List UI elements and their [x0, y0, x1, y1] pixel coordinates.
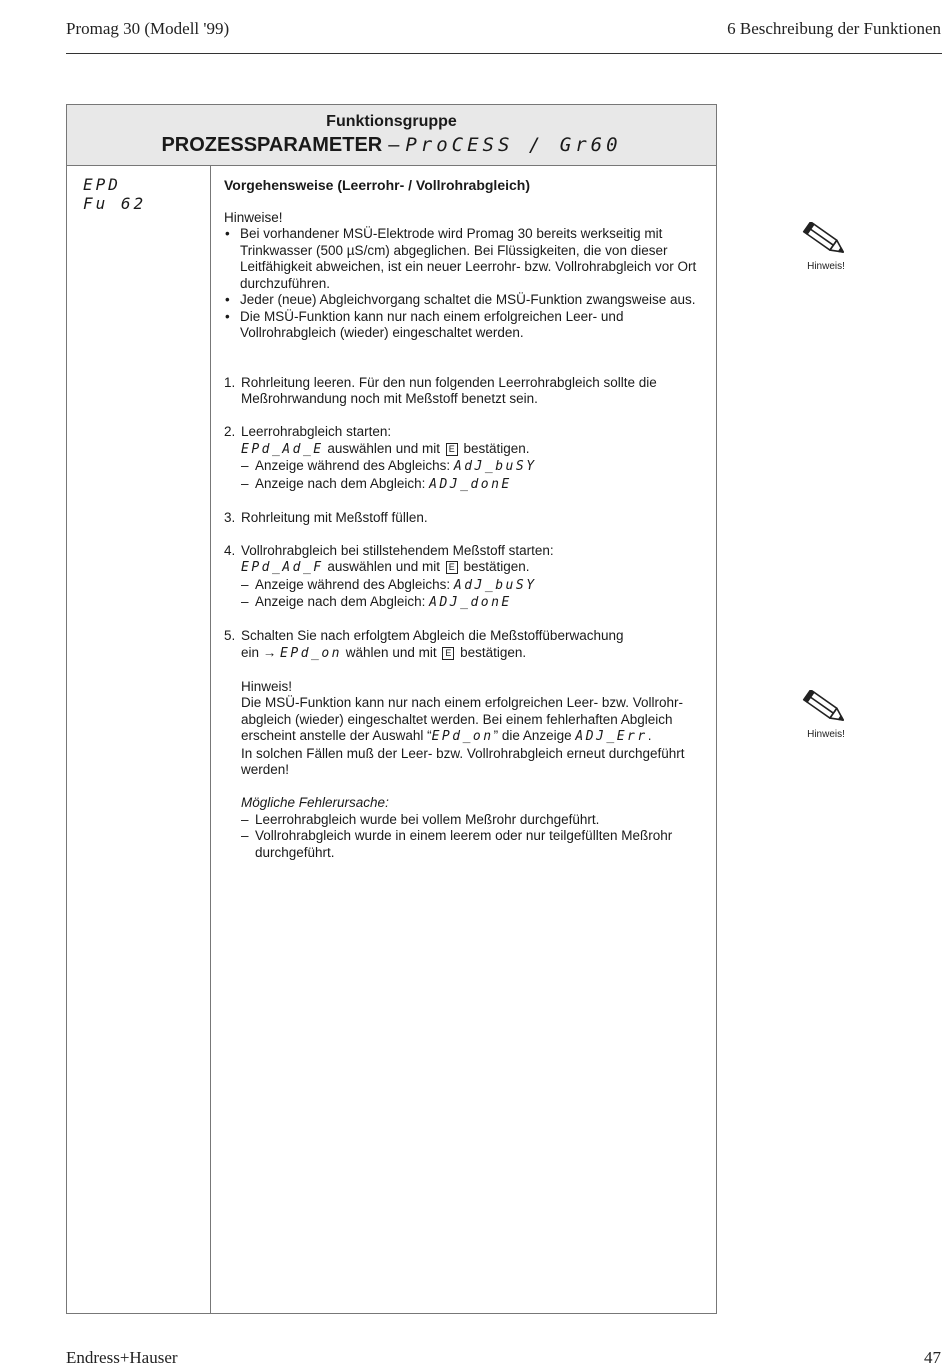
note-text: . [647, 728, 652, 743]
ein-text: ein [241, 644, 260, 660]
step-select-line [241, 559, 709, 577]
step-select-line [241, 645, 709, 663]
footer-company: Endress+Hauser [66, 1348, 178, 1367]
step-4 [224, 543, 709, 612]
after-text: Anzeige nach dem Abgleich: [255, 475, 426, 491]
step-text: Rohrleitung mit Meßstoff füllen. [241, 509, 428, 525]
hinweise-label: Hinweise! [224, 209, 283, 225]
step-text: Schalten Sie nach erfolgtem Abgleich die Meßstoffüberwachung [241, 628, 624, 643]
group-title: Funktionsgruppe [326, 113, 457, 130]
header-chapter: 6 Beschreibung der Funktionen [727, 19, 941, 38]
step-title: Vollrohrabgleich bei stillstehendem Meßstoff starten: [241, 542, 554, 558]
lcd-epd-on: EPd_on [431, 729, 494, 744]
display-during [241, 577, 709, 595]
function-number-lcd: Fu 62 [83, 194, 147, 213]
note-line: In solchen Fällen muß der Leer- bzw. Vollrohrabgleich erneut durchgeführt werden! [241, 745, 685, 777]
side-note-2 [791, 690, 861, 740]
header-doc-title: Promag 30 (Modell '99) [66, 19, 230, 38]
error-cause-item: – Vollrohrabgleich wurde in einem leerem oder nur teilgefüllten Meßrohr durchgeführt. [241, 828, 709, 861]
confirm-text: bestätigen. [463, 559, 530, 574]
display-after [241, 476, 709, 494]
step-1 [224, 375, 709, 408]
page-number: 47 [924, 1348, 941, 1367]
step-text: Rohrleitung leeren. Für den nun folgenden Leerrohrabgleich sollte die Meßrohrwandung noch mit Meßstoff benetzt sein. [241, 374, 657, 406]
lcd-selection: EPd_Ad_E [241, 441, 324, 457]
enter-key-icon: E [442, 647, 454, 660]
lcd-selection: EPd_Ad_F [241, 560, 324, 575]
during-text: Anzeige während des Abgleichs: [255, 458, 451, 473]
group-name-dash: – [388, 134, 400, 156]
step-number: 5. [224, 628, 236, 643]
function-table [66, 104, 717, 1314]
step-number: 1. [224, 374, 236, 390]
hinweis-bullet: • Bei vorhandener MSÜ-Elektrode wird Promag 30 bereits werkseitig mit Trinkwasser (500 µS/cm) abgeglichen. Bei Flüssigkeiten, die von dieser Leitfähigkeit abweichen, ist ein neuer Leerrohr- bzw. Vollrohrabgleich vor Ort durchzuführen. [224, 226, 709, 292]
note-text: ” die Anzeige [493, 728, 572, 743]
display-after [241, 594, 709, 612]
note-label: Hinweis! [241, 678, 293, 694]
after-text: Anzeige nach dem Abgleich: [255, 594, 426, 609]
select-text: auswählen und mit [327, 559, 440, 574]
pencil-icon [801, 690, 851, 726]
procedure-heading: Vorgehensweise (Leerrohr- / Vollrohrabgleich) [224, 177, 530, 193]
enter-key-icon: E [446, 561, 458, 574]
display-during [241, 458, 709, 476]
group-lcd-code: ProCESS / Gr60 [405, 134, 622, 156]
step-select-line [241, 441, 709, 459]
lcd-after: ADJ_donE [429, 476, 512, 492]
function-code-lcd: EPD [83, 175, 121, 194]
group-name-text: PROZESSPARAMETER [161, 134, 383, 156]
header-rule [66, 53, 942, 54]
lcd-adj-err: ADJ_Err [575, 729, 648, 744]
side-note-label: Hinweis! [807, 261, 845, 272]
step-5 [224, 628, 709, 861]
note-line [241, 728, 709, 746]
select-text: auswählen und mit [327, 440, 440, 456]
group-header [67, 105, 716, 166]
hinweis-bullet: • Die MSÜ-Funktion kann nur nach einem erfolgreichen Leer- und Vollrohrabgleich (wieder) eingeschaltet werden. [224, 309, 709, 342]
enter-key-icon: E [446, 443, 458, 456]
during-text: Anzeige während des Abgleichs: [255, 576, 451, 592]
pencil-icon [801, 222, 851, 258]
lcd-selection: EPd_on [280, 645, 343, 661]
note-text: erscheint anstelle der Auswahl “ [241, 728, 432, 743]
arrow-icon: → [262, 644, 277, 660]
note-line: abgleich (wieder) eingeschaltet werden. Bei einem fehlerhaften Abgleich [241, 711, 673, 727]
column-divider [210, 165, 211, 1313]
select-text: wählen und mit [345, 644, 437, 660]
side-note-1 [791, 222, 861, 272]
lcd-after: ADJ_donE [429, 595, 512, 610]
confirm-text: bestätigen. [463, 440, 530, 456]
step-number: 2. [224, 424, 236, 439]
group-name [67, 134, 716, 157]
function-description [224, 177, 709, 861]
side-note-label: Hinweis! [807, 729, 845, 740]
step-3 [224, 510, 709, 527]
lcd-during: AdJ_buSY [453, 459, 537, 474]
hinweise-list [224, 226, 709, 342]
step-2 [224, 424, 709, 493]
error-cause-item: – Leerrohrabgleich wurde bei vollem Meßrohr durchgeführt. [241, 812, 709, 829]
hinweis-bullet: • Jeder (neue) Abgleichvorgang schaltet die MSÜ-Funktion zwangsweise aus. [224, 292, 709, 309]
step-number: 3. [224, 509, 236, 525]
step-number: 4. [224, 542, 236, 558]
lcd-during: AdJ_buSY [453, 577, 537, 593]
note-line: Die MSÜ-Funktion kann nur nach einem erfolgreichen Leer- bzw. Vollrohr- [241, 695, 683, 710]
confirm-text: bestätigen. [460, 644, 527, 660]
error-cause-title: Mögliche Fehlerursache: [241, 795, 389, 810]
step-title: Leerrohrabgleich starten: [241, 424, 392, 439]
